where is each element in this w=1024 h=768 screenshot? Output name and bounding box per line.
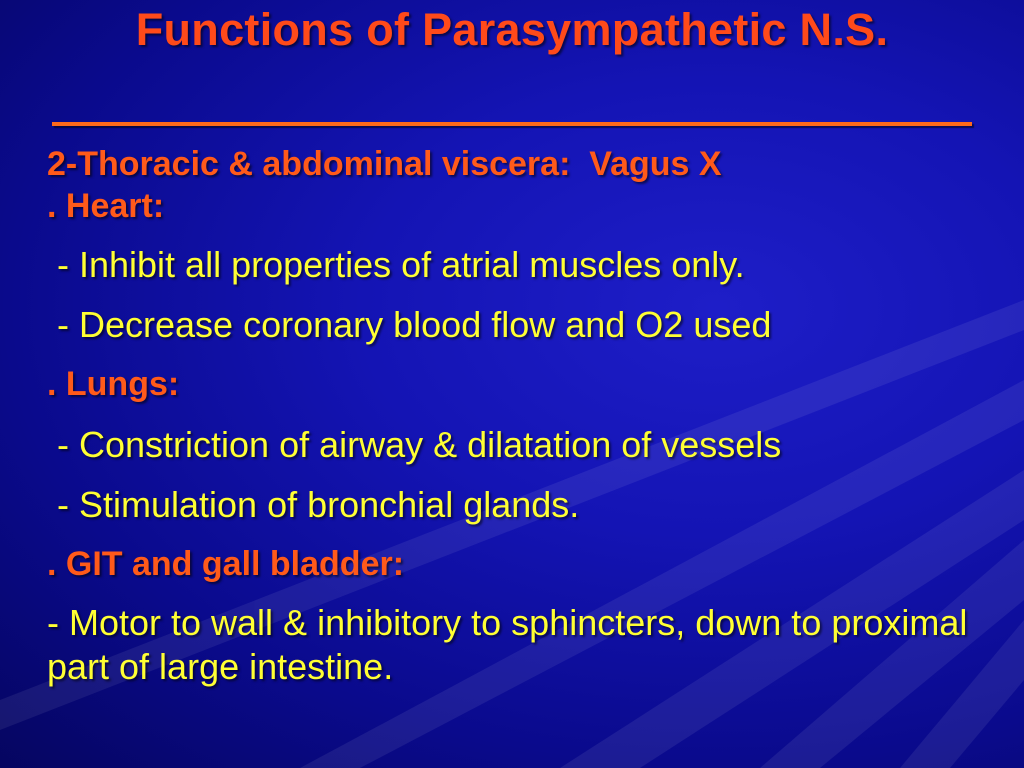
group-heading-git: . GIT and gall bladder: [47, 545, 405, 583]
group-heading-lungs: . Lungs: [47, 365, 180, 403]
bullet-lungs-2: - Stimulation of bronchial glands. [47, 484, 580, 525]
bullet-heart-2: - Decrease coronary blood flow and O2 used [47, 304, 772, 345]
bullet-lungs-1: - Constriction of airway & dilatation of vessels [47, 424, 782, 465]
bullet-git-1: - Motor to wall & inhibitory to sphincters, down to proximal part of large intestine. [47, 602, 968, 687]
title-underline [52, 122, 972, 126]
slide-content [47, 143, 1007, 689]
group-heading-heart: . Heart: [47, 187, 165, 225]
slide-title: Functions of Parasympathetic N.S. [135, 4, 889, 55]
section-heading: 2-Thoracic & abdominal viscera: Vagus X [47, 145, 722, 183]
bullet-heart-1: - Inhibit all properties of atrial muscles only. [47, 244, 745, 285]
